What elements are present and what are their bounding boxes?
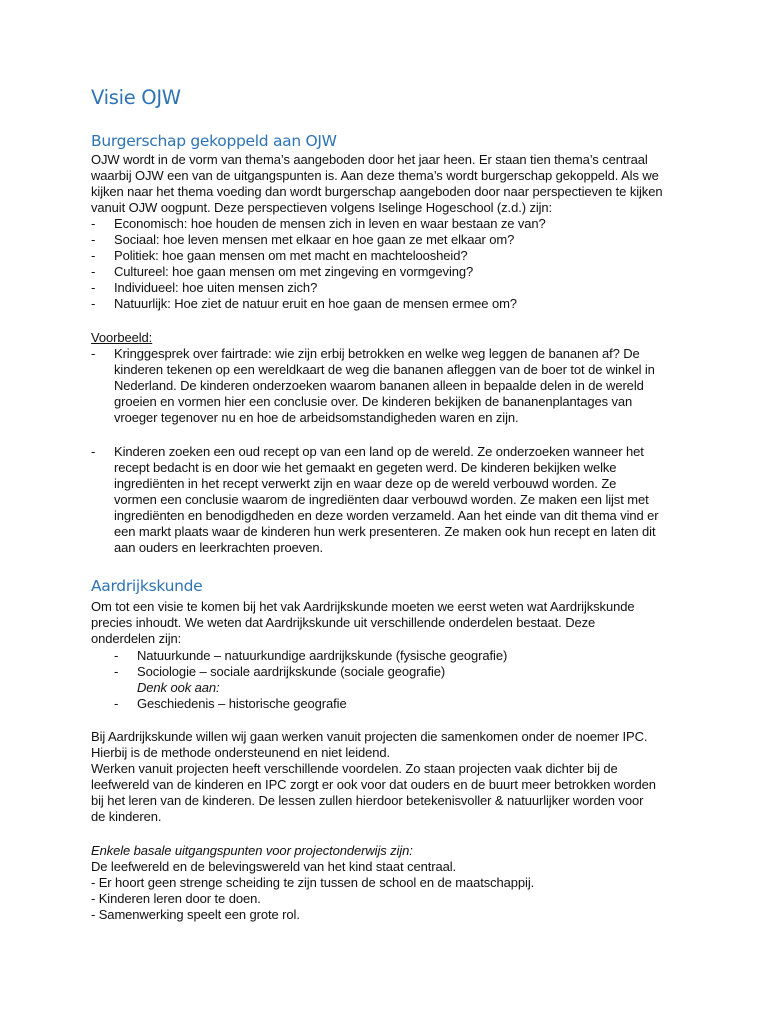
paragraph-line: Om tot een visie te komen bij het vak Aardrijkskunde moeten we eerst weten wat Aardrijkskunde xyxy=(91,599,635,614)
bullet-dash: - xyxy=(91,444,96,459)
example-line: ingrediënten en benodigdheden en deze worden verzameld. Aan het einde van dit thema vind er xyxy=(114,508,659,523)
see-also-label: Denk ook aan: xyxy=(137,680,220,695)
section-heading-aardrijkskunde: Aardrijkskunde xyxy=(91,577,203,595)
part-item: Geschiedenis – historische geografie xyxy=(137,696,347,711)
principle-line: - Kinderen leren door te doen. xyxy=(91,891,261,906)
example-line: recept bedacht is en door wie het gemaakt en gegeten werd. De kinderen bekijken welke xyxy=(114,460,617,475)
paragraph-line: kijken naar het thema voeding dan wordt burgerschap aangeboden door naar perspectieven te kijken xyxy=(91,184,663,199)
paragraph-line: onderdelen zijn: xyxy=(91,631,182,646)
bullet-dash: - xyxy=(91,248,96,263)
bullet-dash: - xyxy=(91,264,96,279)
paragraph-line: Hierbij is de methode ondersteunend en niet leidend. xyxy=(91,745,391,760)
example-line: groeien en vormen hier een conclusie over. De kinderen bekijken de bananenplantages van xyxy=(114,394,633,409)
bullet-dash: - xyxy=(91,232,96,247)
section-heading-burgerschap: Burgerschap gekoppeld aan OJW xyxy=(91,132,337,150)
bullet-item: Cultureel: hoe gaan mensen om met zingeving en vormgeving? xyxy=(114,264,474,279)
paragraph-line: de kinderen. xyxy=(91,809,162,824)
paragraph-line: OJW wordt in de vorm van thema’s aangeboden door het jaar heen. Er staan tien thema’s centraal xyxy=(91,152,648,167)
bullet-dash: - xyxy=(114,648,119,663)
part-item: Sociologie – sociale aardrijkskunde (sociale geografie) xyxy=(137,664,446,679)
paragraph-line: Bij Aardrijkskunde willen wij gaan werken vanuit projecten die samenkomen onder de noemer IPC. xyxy=(91,729,648,744)
paragraph-line: vanuit OJW oogpunt. Deze perspectieven volgens Iselinge Hogeschool (z.d.) zijn: xyxy=(91,200,553,215)
example-line: kinderen tekenen op een wereldkaart de weg die bananen afleggen van de boer tot de winkel in xyxy=(114,362,655,377)
bullet-dash: - xyxy=(91,280,96,295)
principle-line: - Er hoort geen strenge scheiding te zijn tussen de school en de maatschappij. xyxy=(91,875,535,890)
bullet-item: Individueel: hoe uiten mensen zich? xyxy=(114,280,318,295)
paragraph-line: waarbij OJW een van de uitgangspunten is. Aan deze thema’s wordt burgerschap gekoppeld. Als we xyxy=(91,168,659,183)
bullet-dash: - xyxy=(114,696,119,711)
bullet-item: Economisch: hoe houden de mensen zich in leven en waar bestaan ze van? xyxy=(114,216,546,231)
example-line: Nederland. De kinderen onderzoeken waarom bananen alleen in bepaalde delen in de wereld xyxy=(114,378,644,393)
page-title: Visie OJW xyxy=(91,86,181,109)
principle-line: De leefwereld en de belevingswereld van het kind staat centraal. xyxy=(91,859,457,874)
bullet-item: Sociaal: hoe leven mensen met elkaar en hoe gaan ze met elkaar om? xyxy=(114,232,515,247)
paragraph-line: bij het leren van de kinderen. De lessen zullen hierdoor betekenisvoller & natuurlijker worden voor xyxy=(91,793,644,808)
bullet-dash: - xyxy=(114,664,119,679)
example-line: vroeger tegenover nu en hoe de arbeidsomstandigheden waren en zijn. xyxy=(114,410,519,425)
bullet-item: Politiek: hoe gaan mensen om met macht en machteloosheid? xyxy=(114,248,468,263)
bullet-dash: - xyxy=(91,216,96,231)
bullet-dash: - xyxy=(91,346,96,361)
bullet-dash: - xyxy=(91,296,96,311)
paragraph-line: leefwereld van de kinderen en IPC zorgt er ook voor dat ouders en de buurt meer betrokken worden xyxy=(91,777,656,792)
bullet-item: Natuurlijk: Hoe ziet de natuur eruit en hoe gaan de mensen ermee om? xyxy=(114,296,517,311)
paragraph-line: precies inhoudt. We weten dat Aardrijkskunde uit verschillende onderdelen bestaat. Deze xyxy=(91,615,596,630)
example-line: Kringgesprek over fairtrade: wie zijn erbij betrokken en welke weg leggen de bananen af? De xyxy=(114,346,640,361)
paragraph-line: Werken vanuit projecten heeft verschillende voordelen. Zo staan projecten vaak dichter bij de xyxy=(91,761,618,776)
example-line: ingrediënten in het recept verwerkt zijn en waar deze op de wereld verbouwd worden. Ze xyxy=(114,476,617,491)
principle-line: - Samenwerking speelt een grote rol. xyxy=(91,907,300,922)
example-line: vormen een conclusie waarom de ingrediënten daar verbouwd worden. Ze maken een lijst met xyxy=(114,492,649,507)
part-item: Natuurkunde – natuurkundige aardrijkskunde (fysische geografie) xyxy=(137,648,508,663)
example-label: Voorbeeld: xyxy=(91,330,153,345)
example-line: een markt plaats waar de kinderen hun werk presenteren. Ze maken ook hun recept en laten dit xyxy=(114,524,656,539)
principles-label: Enkele basale uitgangspunten voor projectonderwijs zijn: xyxy=(91,843,413,858)
example-line: Kinderen zoeken een oud recept op van een land op de wereld. Ze onderzoeken wanneer het xyxy=(114,444,644,459)
example-line: aan ouders en leerkrachten proeven. xyxy=(114,540,323,555)
